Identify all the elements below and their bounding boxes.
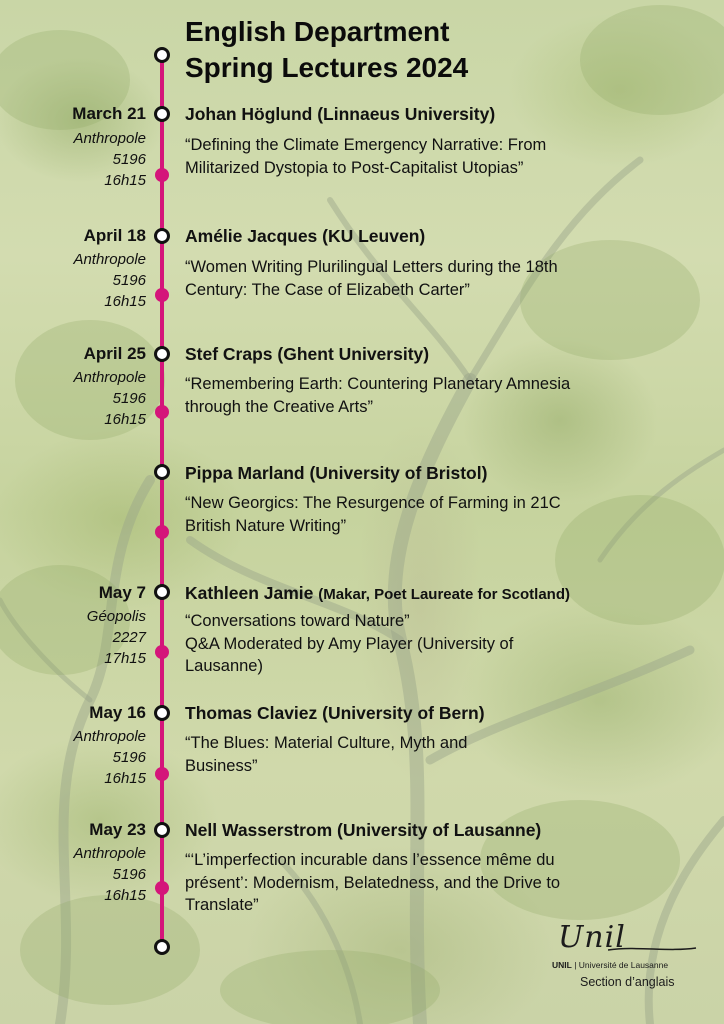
lecture-speaker: Johan Höglund (Linnaeus University) (185, 104, 496, 124)
lecture-venue (26, 249, 146, 312)
timeline-node (154, 584, 170, 600)
lecture-speaker: Nell Wasserstrom (University of Lausanne) (185, 820, 542, 840)
timeline-node (154, 464, 170, 480)
lecture-date: March 21 (72, 104, 146, 123)
lecture-time: 16h15 (104, 887, 146, 904)
lecture-title: “Remembering Earth: Countering Planetary Amnesia through the Creative Arts” (185, 375, 571, 416)
timeline-node (154, 822, 170, 838)
timeline-node (154, 346, 170, 362)
unil-script-logo: Unil (558, 920, 626, 955)
timeline-dot (155, 767, 169, 781)
lecture-title-line: “Conversations toward Nature” (185, 612, 410, 630)
logo-underline (608, 944, 698, 954)
timeline-start-node (154, 47, 170, 63)
lecture-title: “Women Writing Plurilingual Letters during the 18th Century: The Case of Elizabeth Carter” (185, 258, 558, 299)
lecture-date: May 7 (98, 583, 146, 602)
lecture-speaker (185, 582, 570, 606)
venue-room: 5196 (112, 151, 146, 168)
lecture-date: May 16 (89, 703, 146, 722)
logo-university-line: UNIL | Université de Lausanne (552, 960, 669, 970)
poster-title (185, 14, 468, 86)
venue-room: 2227 (112, 629, 146, 646)
lecture-moderator: Q&A Moderated by Amy Player (University of Lausanne) (185, 634, 514, 675)
venue-building: Anthropole (73, 130, 146, 147)
lecture-title: “‘L’imperfection incurable dans l’essence même du présent’: Modernism, Belatedness, and the Drive to Translate” (185, 851, 561, 914)
lecture-time: 16h15 (104, 770, 146, 787)
title-line-1: English Department (185, 16, 450, 47)
lecture-venue (26, 128, 146, 191)
speaker-affiliation: (Makar, Poet Laureate for Scotland) (318, 586, 570, 603)
lecture-time: 16h15 (104, 293, 146, 310)
venue-room: 5196 (112, 749, 146, 766)
lecture-speaker: Thomas Claviez (University of Bern) (185, 703, 485, 723)
unil-logo (548, 918, 698, 998)
timeline-dot (155, 645, 169, 659)
venue-room: 5196 (112, 866, 146, 883)
timeline-dot (155, 525, 169, 539)
lecture-time: 16h15 (104, 172, 146, 189)
lecture-date: April 18 (83, 226, 146, 245)
lecture-venue (26, 843, 146, 906)
venue-room: 5196 (112, 272, 146, 289)
venue-building: Anthropole (73, 369, 146, 386)
lecture-title: “The Blues: Material Culture, Myth and Business” (185, 734, 468, 775)
timeline-line (160, 55, 164, 947)
venue-room: 5196 (112, 390, 146, 407)
timeline-node (154, 705, 170, 721)
timeline-node (154, 106, 170, 122)
lecture-speaker: Pippa Marland (University of Bristol) (185, 463, 488, 483)
timeline-node (154, 228, 170, 244)
logo-abbr: UNIL (552, 960, 572, 970)
lecture-date: April 25 (83, 344, 146, 363)
lecture-venue (26, 726, 146, 789)
timeline-dot (155, 288, 169, 302)
lecture-time: 17h15 (104, 650, 146, 667)
timeline-dot (155, 405, 169, 419)
logo-university: Université de Lausanne (578, 960, 669, 970)
lecture-title: “Defining the Climate Emergency Narrative: From Militarized Dystopia to Post-Capitalist Utopias” (185, 136, 547, 177)
venue-building: Géopolis (86, 608, 146, 625)
lecture-venue (26, 367, 146, 430)
logo-section: Section d’anglais (580, 975, 675, 989)
venue-building: Anthropole (73, 251, 146, 268)
lecture-time: 16h15 (104, 411, 146, 428)
venue-building: Anthropole (73, 845, 146, 862)
timeline-dot (155, 168, 169, 182)
venue-building: Anthropole (73, 728, 146, 745)
lecture-title: “New Georgics: The Resurgence of Farming in 21C British Nature Writing” (185, 494, 561, 535)
lecture-speaker: Amélie Jacques (KU Leuven) (185, 226, 426, 246)
lecture-speaker: Stef Craps (Ghent University) (185, 344, 430, 364)
lecture-date: May 23 (89, 820, 146, 839)
title-line-2: Spring Lectures 2024 (185, 52, 469, 83)
timeline-dot (155, 881, 169, 895)
speaker-name: Kathleen Jamie (185, 583, 314, 603)
timeline-end-node (154, 939, 170, 955)
lecture-title (185, 610, 585, 678)
lecture-venue (26, 606, 146, 669)
